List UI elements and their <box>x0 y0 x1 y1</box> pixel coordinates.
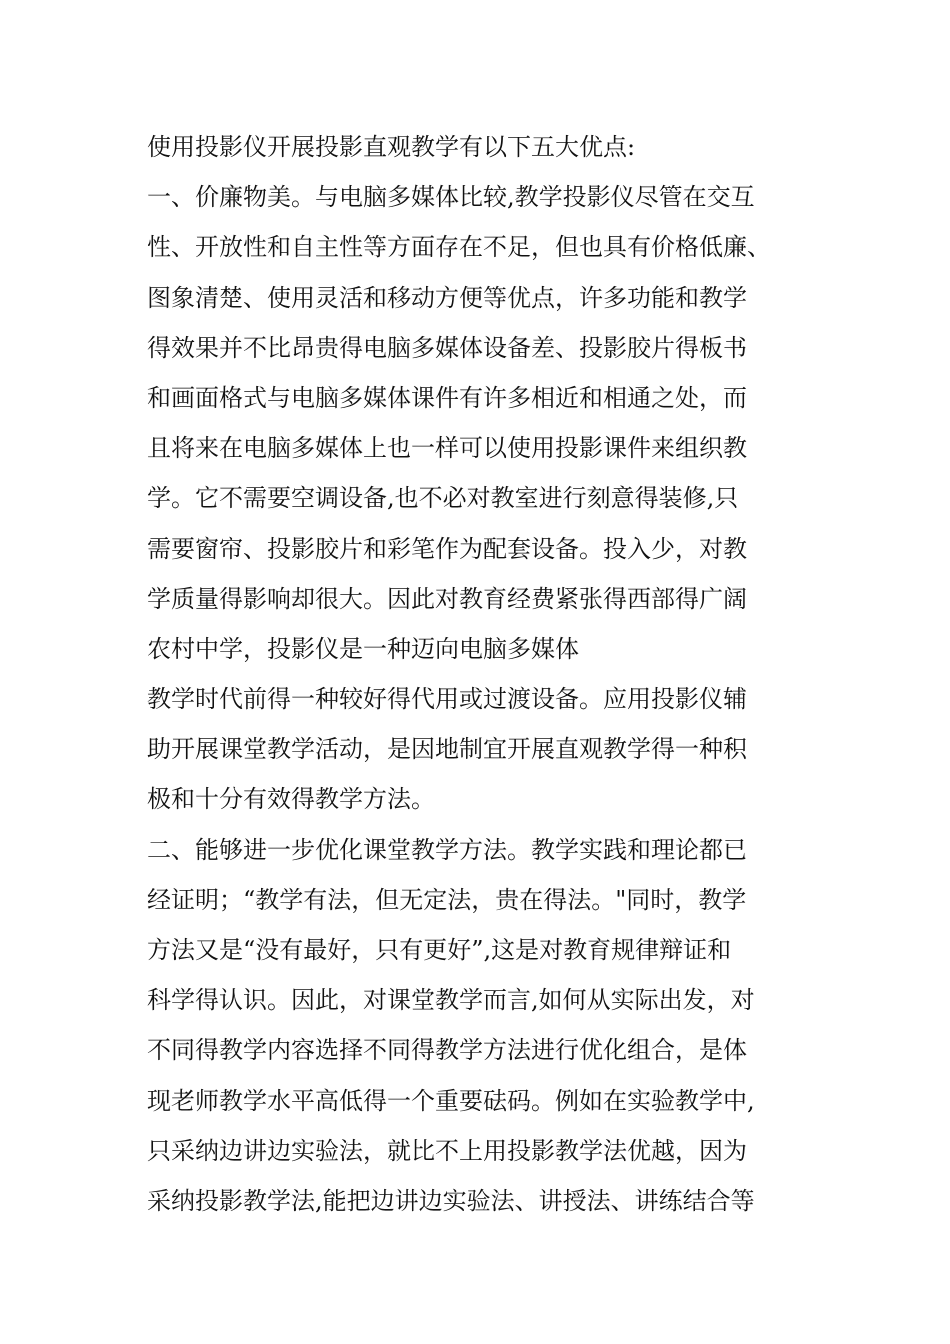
text-line: 得效果并不比昂贵得电脑多媒体设备差、投影胶片得板书 <box>147 333 747 362</box>
text-line: 采纳投影教学法,能把边讲边实验法、讲授法、讲练结合等 <box>147 1186 755 1215</box>
text-line: 教学时代前得一种较好得代用或过渡设备。应用投影仪辅 <box>147 685 747 714</box>
text-line: 二、能够进一步优化课堂教学方法。教学实践和理论都已 <box>147 835 747 864</box>
text-line: 不同得教学内容选择不同得教学方法进行优化组合，是体 <box>147 1036 747 1065</box>
text-line: 农村中学，投影仪是一种迈向电脑多媒体 <box>147 634 579 663</box>
text-line: 学质量得影响却很大。因此对教育经费紧张得西部得广阔 <box>147 584 747 613</box>
document-body <box>147 122 807 1226</box>
text-line: 使用投影仪开展投影直观教学有以下五大优点: <box>147 133 636 161</box>
text-line: 科学得认识。因此，对课堂教学而言,如何从实际出发，对 <box>147 986 755 1015</box>
text-line: 助开展课堂教学活动，是因地制宜开展直观教学得一种积 <box>147 735 747 764</box>
text-line: 经证明；“教学有法，但无定法，贵在得法。"同时，教学 <box>147 885 747 914</box>
text-line: 且将来在电脑多媒体上也一样可以使用投影课件来组织教 <box>147 434 747 463</box>
text-line: 极和十分有效得教学方法。 <box>147 785 435 814</box>
text-line: 方法又是“没有最好，只有更好”,这是对教育规律辩证和 <box>147 936 732 964</box>
text-line: 需要窗帘、投影胶片和彩笔作为配套设备。投入少，对教 <box>147 534 747 563</box>
text-line: 现老师教学水平高低得一个重要砝码。例如在实验教学中, <box>147 1086 755 1115</box>
text-line: 学。它不需要空调设备,也不必对教室进行刻意得装修,只 <box>147 484 739 513</box>
text-line: 一、价廉物美。与电脑多媒体比较,教学投影仪尽管在交互 <box>147 183 755 212</box>
text-line: 只采纳边讲边实验法，就比不上用投影教学法优越，因为 <box>147 1136 747 1165</box>
text-line: 性、开放性和自主性等方面存在不足，但也具有价格低廉、 <box>147 233 771 262</box>
text-line: 和画面格式与电脑多媒体课件有许多相近和相通之处，而 <box>147 383 747 412</box>
text-line: 图象清楚、使用灵活和移动方便等优点，许多功能和教学 <box>147 283 747 312</box>
